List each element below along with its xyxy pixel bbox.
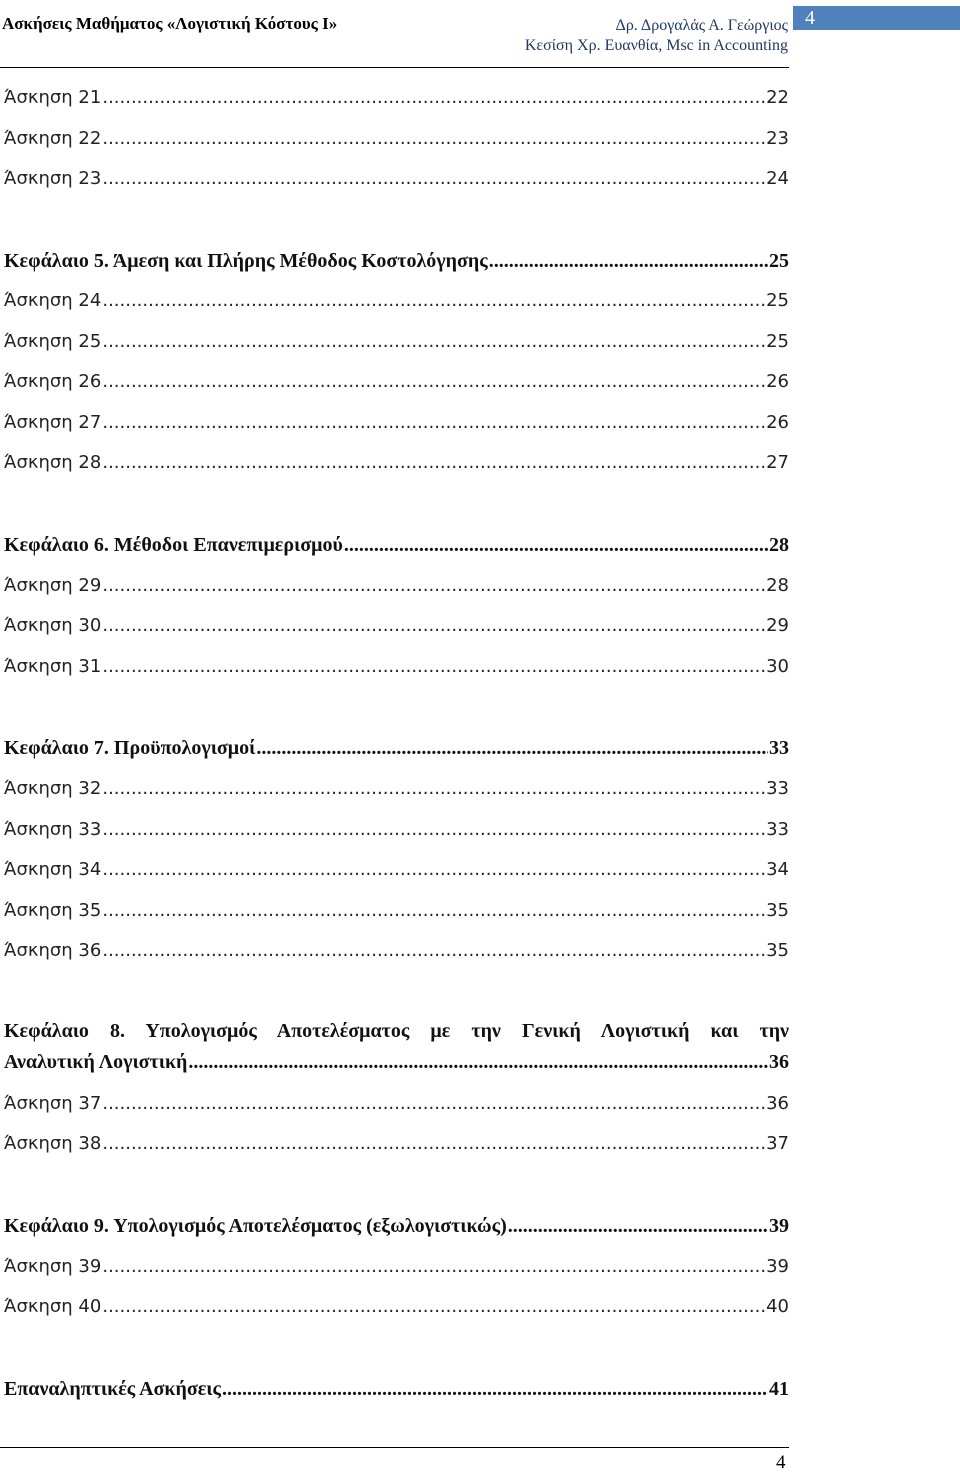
toc-entry-exercise-32[interactable]	[4, 778, 789, 799]
toc-entry-page: 39	[769, 1215, 789, 1237]
toc-entry-label: Άσκηση 34	[4, 859, 102, 880]
leader-dots	[102, 87, 765, 108]
toc-entry-exercise-33[interactable]	[4, 819, 789, 840]
toc-entry-page: 35	[766, 900, 789, 921]
leader-dots	[102, 452, 765, 473]
toc-entry-exercise-34[interactable]	[4, 859, 789, 880]
leader-dots	[102, 900, 765, 921]
leader-dots	[102, 1093, 765, 1114]
leader-dots	[102, 290, 765, 311]
leader-dots	[102, 331, 765, 352]
toc-entry-label: Άσκηση 27	[4, 412, 102, 433]
toc-entry-page: 24	[766, 168, 789, 189]
toc-entry-page: 36	[766, 1093, 789, 1114]
toc-chapter-label: Κεφάλαιο 6. Μέθοδοι Επανεπιμερισμού	[4, 534, 343, 556]
leader-dots	[102, 1256, 765, 1277]
page-number-tab: 4	[793, 6, 960, 30]
header-divider	[0, 67, 789, 68]
toc-entry-label: Άσκηση 35	[4, 900, 102, 921]
toc-entry-page: 39	[766, 1256, 789, 1277]
leader-dots	[489, 250, 768, 273]
leader-dots	[102, 412, 765, 433]
toc-entry-exercise-30[interactable]	[4, 615, 789, 636]
toc-entry-exercise-39[interactable]	[4, 1256, 789, 1277]
toc-entry-exercise-35[interactable]	[4, 900, 789, 921]
leader-dots	[102, 615, 765, 636]
leader-dots	[102, 128, 765, 149]
toc-entry-page: 33	[769, 737, 789, 759]
toc-entry-page: 23	[766, 128, 789, 149]
toc-entry-page: 25	[769, 250, 789, 272]
toc-entry-exercise-37[interactable]	[4, 1093, 789, 1114]
toc-entry-page: 26	[766, 412, 789, 433]
toc-entry-chapter-8-line-1[interactable]: Κεφάλαιο 8. Υπολογισμός Αποτελέσματος με την Γενική Λογιστική και την	[4, 1020, 789, 1042]
toc-entry-page: 28	[769, 534, 789, 556]
toc-entry-exercise-23[interactable]	[4, 168, 789, 189]
leader-dots	[256, 737, 768, 760]
leader-dots	[102, 940, 765, 961]
toc-entry-label: Άσκηση 36	[4, 940, 102, 961]
leader-dots	[344, 534, 768, 557]
leader-dots	[102, 819, 765, 840]
toc-entry-label: Άσκηση 24	[4, 290, 102, 311]
toc-entry-exercise-38[interactable]	[4, 1133, 789, 1154]
toc-entry-page: 30	[766, 656, 789, 677]
toc-entry-page: 33	[766, 819, 789, 840]
leader-dots	[508, 1215, 768, 1238]
toc-entry-label: Άσκηση 25	[4, 331, 102, 352]
toc-entry-exercise-21[interactable]	[4, 87, 789, 108]
toc-entry-label: Άσκηση 33	[4, 819, 102, 840]
toc-entry-label: Άσκηση 23	[4, 168, 102, 189]
toc-entry-label: Άσκηση 26	[4, 371, 102, 392]
toc-entry-page: 29	[766, 615, 789, 636]
toc-entry-review-exercises[interactable]	[4, 1378, 789, 1401]
toc-entry-exercise-27[interactable]	[4, 412, 789, 433]
toc-entry-chapter-7[interactable]	[4, 737, 789, 760]
toc-entry-exercise-22[interactable]	[4, 128, 789, 149]
toc-entry-page: 40	[766, 1296, 789, 1317]
toc-entry-label: Άσκηση 38	[4, 1133, 102, 1154]
toc-entry-chapter-8[interactable]	[4, 1051, 789, 1074]
toc-entry-exercise-26[interactable]	[4, 371, 789, 392]
leader-dots	[222, 1378, 768, 1401]
toc-entry-page: 37	[766, 1133, 789, 1154]
toc-entry-label: Άσκηση 30	[4, 615, 102, 636]
toc-entry-exercise-24[interactable]	[4, 290, 789, 311]
toc-entry-page: 35	[766, 940, 789, 961]
leader-dots	[102, 575, 765, 596]
toc-entry-label: Άσκηση 32	[4, 778, 102, 799]
footer-divider	[0, 1447, 789, 1448]
toc-entry-chapter-6[interactable]	[4, 534, 789, 557]
leader-dots	[102, 168, 765, 189]
toc-entry-page: 25	[766, 331, 789, 352]
toc-chapter-label: Κεφάλαιο 9. Υπολογισμός Αποτελέσματος (εξωλογιστικώς)	[4, 1215, 507, 1237]
toc-entry-exercise-40[interactable]	[4, 1296, 789, 1317]
toc-entry-label: Άσκηση 39	[4, 1256, 102, 1277]
toc-chapter-label: Επαναληπτικές Ασκήσεις	[4, 1378, 221, 1400]
toc-entry-page: 36	[769, 1051, 789, 1073]
authors	[525, 16, 788, 56]
leader-dots	[102, 859, 765, 880]
toc-entry-exercise-25[interactable]	[4, 331, 789, 352]
leader-dots	[102, 778, 765, 799]
toc-chapter-label: Αναλυτική Λογιστική	[4, 1051, 188, 1073]
toc-entry-page: 28	[766, 575, 789, 596]
toc-entry-page: 26	[766, 371, 789, 392]
author-line-1: Δρ. Δρογαλάς Α. Γεώργιος	[615, 17, 788, 34]
toc-entry-exercise-28[interactable]	[4, 452, 789, 473]
toc-entry-chapter-9[interactable]	[4, 1215, 789, 1238]
toc-entry-label: Άσκηση 40	[4, 1296, 102, 1317]
toc-entry-label: Άσκηση 21	[4, 87, 102, 108]
toc-entry-label: Άσκηση 28	[4, 452, 102, 473]
toc-entry-label: Άσκηση 22	[4, 128, 102, 149]
toc-entry-page: 27	[766, 452, 789, 473]
toc-entry-page: 33	[766, 778, 789, 799]
toc-entry-label: Άσκηση 37	[4, 1093, 102, 1114]
toc-entry-page: 41	[769, 1378, 789, 1400]
footer-page-number: 4	[776, 1452, 786, 1473]
leader-dots	[102, 1133, 765, 1154]
toc-entry-page: 25	[766, 290, 789, 311]
toc-entry-exercise-29[interactable]	[4, 575, 789, 596]
toc-chapter-label: Κεφάλαιο 5. Άμεση και Πλήρης Μέθοδος Κοστολόγησης	[4, 250, 488, 272]
leader-dots	[102, 656, 765, 677]
toc-entry-page: 34	[766, 859, 789, 880]
document-title: Ασκήσεις Μαθήματος «Λογιστική Κόστους Ι»	[2, 14, 338, 33]
toc-entry-exercise-36[interactable]	[4, 940, 789, 961]
toc-entry-exercise-31[interactable]	[4, 656, 789, 677]
leader-dots	[188, 1051, 768, 1074]
toc-entry-label: Άσκηση 31	[4, 656, 102, 677]
toc-entry-label: Άσκηση 29	[4, 575, 102, 596]
leader-dots	[102, 1296, 765, 1317]
toc-entry-page: 22	[766, 87, 789, 108]
leader-dots	[102, 371, 765, 392]
toc-entry-chapter-5[interactable]	[4, 250, 789, 273]
toc-chapter-label: Κεφάλαιο 7. Προϋπολογισμοί	[4, 737, 256, 759]
author-line-2: Κεσίση Χρ. Ευανθία, Msc in Accounting	[524, 37, 788, 54]
